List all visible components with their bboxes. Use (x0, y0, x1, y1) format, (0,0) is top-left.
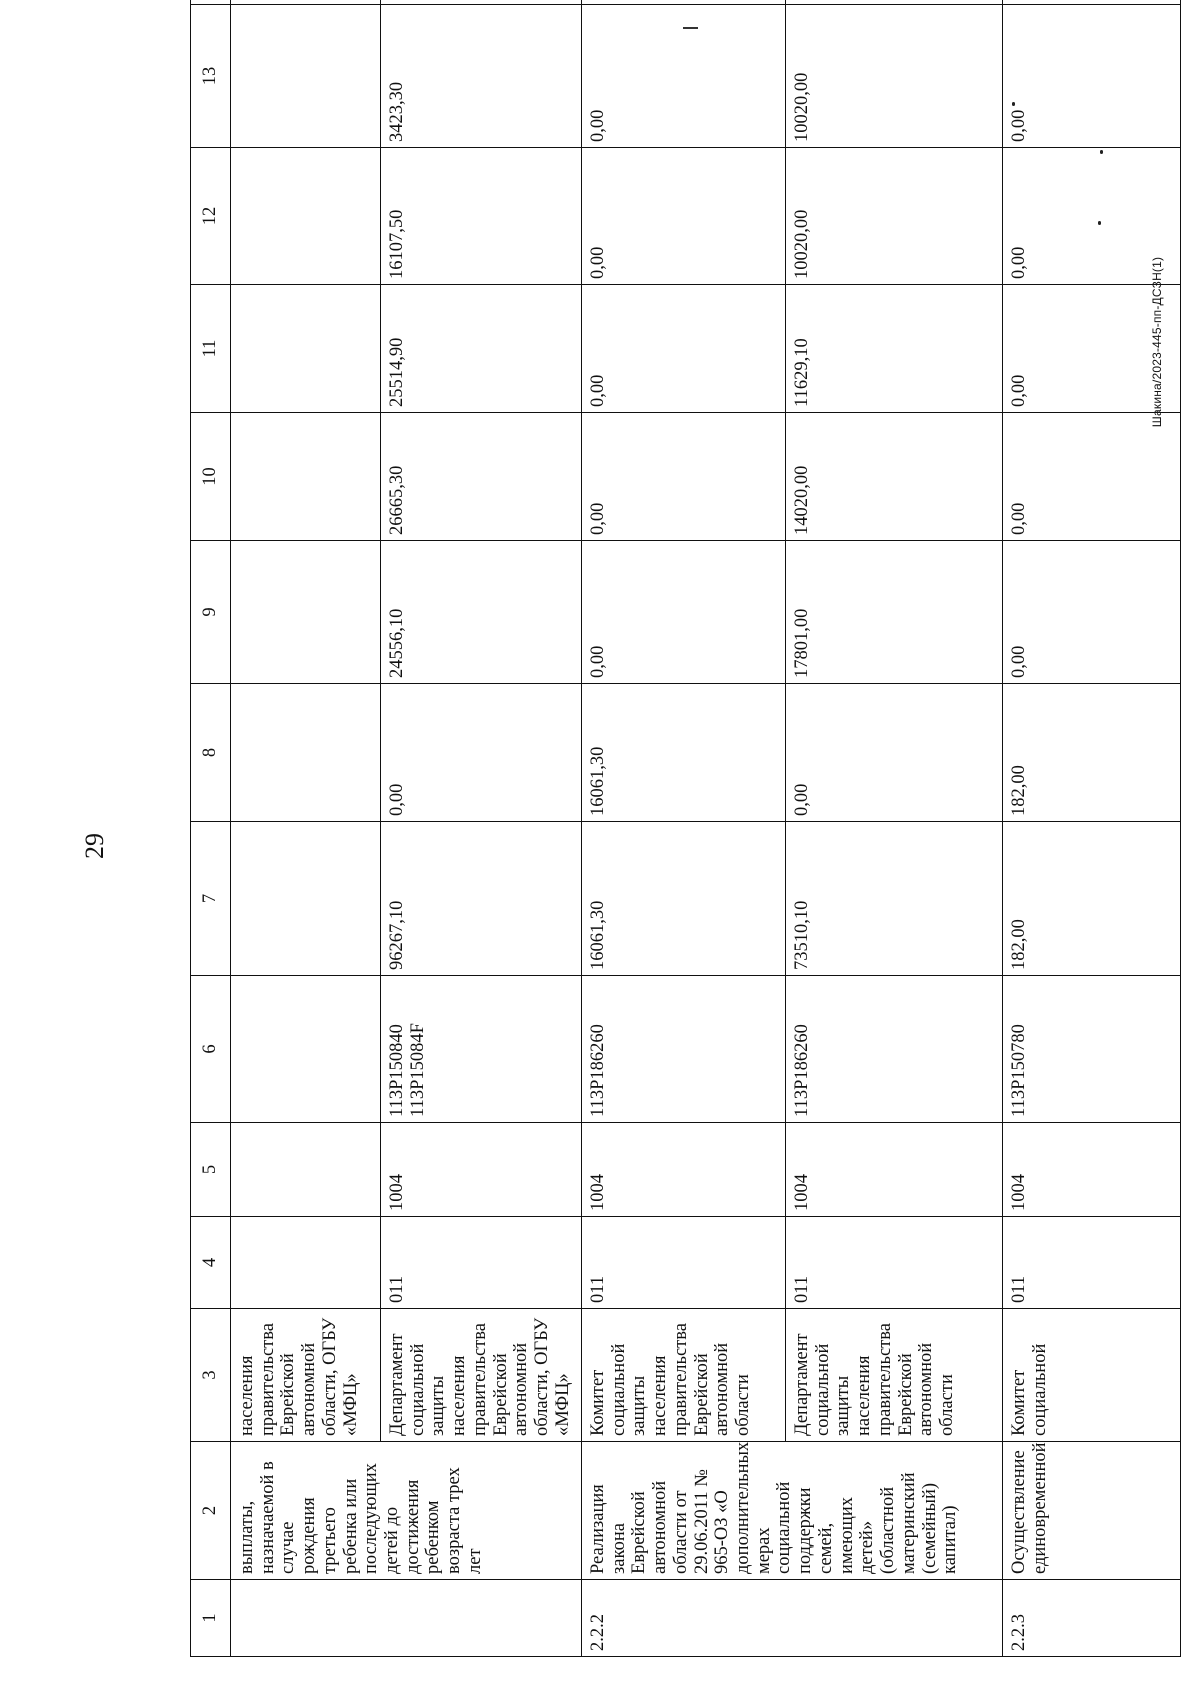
column-header (191, 0, 231, 5)
target-article-cell: 113P186260 (786, 976, 1003, 1123)
section-code-cell (231, 1123, 381, 1217)
amount-cell: 0,00 (1003, 413, 1181, 541)
table-row (231, 0, 381, 1657)
amount-cell: 3423,30 (381, 5, 582, 148)
executor-cell: населения правительства Еврейской автономной области, ОГБУ «МФЦ» (231, 1309, 381, 1442)
column-header: 8 (191, 684, 231, 822)
table-row (381, 0, 582, 1657)
amount-cell: 96267,10 (381, 822, 582, 976)
target-article-cell: 113P150780 (1003, 976, 1181, 1123)
amount-cell: 0,00 (582, 148, 786, 285)
section-code-cell: 1004 (381, 1123, 582, 1217)
table-row (1003, 0, 1181, 1657)
amount-cell (231, 541, 381, 684)
target-article-cell (231, 976, 381, 1123)
amount-cell: 73510,10 (786, 822, 1003, 976)
amount-cell (231, 285, 381, 413)
document-code: Шакина/2023-445-пп-ДСЗН(1) (1150, 256, 1164, 428)
amount-cell: 0,00 (1003, 5, 1181, 148)
section-code-cell: 1004 (1003, 1123, 1181, 1217)
column-number-row (191, 0, 231, 1657)
column-header: 11 (191, 285, 231, 413)
measure-number-cell: 2.2.3 (1003, 1580, 1181, 1657)
amount-cell: 0,00 (381, 684, 582, 822)
column-header: 3 (191, 1309, 231, 1442)
amount-cell: 10020,00 (786, 148, 1003, 285)
measure-number-cell (231, 1580, 582, 1657)
column-header: 13 (191, 5, 231, 148)
column-header: 7 (191, 822, 231, 976)
amount-cell: 182,00 (1003, 684, 1181, 822)
table-row (582, 0, 786, 1657)
amount-cell (231, 148, 381, 285)
measure-number-cell: 2.2.2 (582, 1580, 1003, 1657)
amount-cell: 26665,30 (381, 413, 582, 541)
amount-cell: 0,00 (1003, 148, 1181, 285)
amount-cell: 16061,30 (582, 684, 786, 822)
amount-cell: 0,00 (582, 285, 786, 413)
amount-cell (231, 822, 381, 976)
executor-cell: Комитет социальной защиты населения правительства Еврейской автономной области (582, 1309, 786, 1442)
amount-cell: 16061,30 (582, 822, 786, 976)
grbs-code-cell: 011 (1003, 1217, 1181, 1309)
amount-cell: 24556,10 (381, 541, 582, 684)
amount-cell: 182,00 (1003, 822, 1181, 976)
measure-name-cell: Осуществление единовременной (1003, 1442, 1181, 1580)
amount-cell (231, 413, 381, 541)
grbs-code-cell: 011 (786, 1217, 1003, 1309)
amount-cell: 0,00 (786, 684, 1003, 822)
amount-cell: 16107,50 (381, 148, 582, 285)
table-row (786, 0, 1003, 1657)
column-header: 5 (191, 1123, 231, 1217)
grbs-code-cell (231, 1217, 381, 1309)
amount-cell (231, 684, 381, 822)
column-header: 6 (191, 976, 231, 1123)
column-header: 10 (191, 413, 231, 541)
section-code-cell: 1004 (786, 1123, 1003, 1217)
amount-cell: 0,00 (582, 541, 786, 684)
column-header: 1 (191, 1580, 231, 1657)
amount-cell: 10020,00 (786, 5, 1003, 148)
amount-cell (786, 0, 1003, 5)
amount-cell (582, 0, 786, 5)
grbs-code-cell: 011 (381, 1217, 582, 1309)
column-header: 12 (191, 148, 231, 285)
target-article-cell: 113P186260 (582, 976, 786, 1123)
executor-cell: Департамент социальной защиты населения правительства Еврейской автономной области, ОГБУ «МФЦ» (381, 1309, 582, 1442)
measure-name-cell: выплаты, назначаемой в случае рождения третьего ребенка или последующих детей до достижения ребенком возраста трех лет (231, 1442, 582, 1580)
amount-cell (381, 0, 582, 5)
amount-cell (231, 0, 381, 5)
executor-cell: Департамент социальной защиты населения правительства Еврейской автономной области (786, 1309, 1003, 1442)
amount-cell: 25514,90 (381, 285, 582, 413)
column-header: 2 (191, 1442, 231, 1580)
budget-table (190, 0, 1181, 1657)
amount-cell: 11629,10 (786, 285, 1003, 413)
executor-cell: Комитет социальной (1003, 1309, 1181, 1442)
section-code-cell: 1004 (582, 1123, 786, 1217)
amount-cell (231, 5, 381, 148)
page-number: 29 (80, 833, 109, 859)
amount-cell: 0,00 (1003, 285, 1181, 413)
amount-cell: 0,00 (582, 5, 786, 148)
amount-cell: 14020,00 (786, 413, 1003, 541)
amount-cell (1003, 0, 1181, 5)
target-article-cell: 113P150840 113P15084F (381, 976, 582, 1123)
amount-cell: 0,00 (1003, 541, 1181, 684)
amount-cell: 17801,00 (786, 541, 1003, 684)
amount-cell: 0,00 (582, 413, 786, 541)
column-header: 9 (191, 541, 231, 684)
grbs-code-cell: 011 (582, 1217, 786, 1309)
measure-name-cell: Реализация закона Еврейской автономной области от 29.06.2011 № 965-ОЗ «О дополнительных мерах социальной поддержки семей, имеющих детей» (областной материнский (семейный) капитал) (582, 1442, 1003, 1580)
column-header: 4 (191, 1217, 231, 1309)
